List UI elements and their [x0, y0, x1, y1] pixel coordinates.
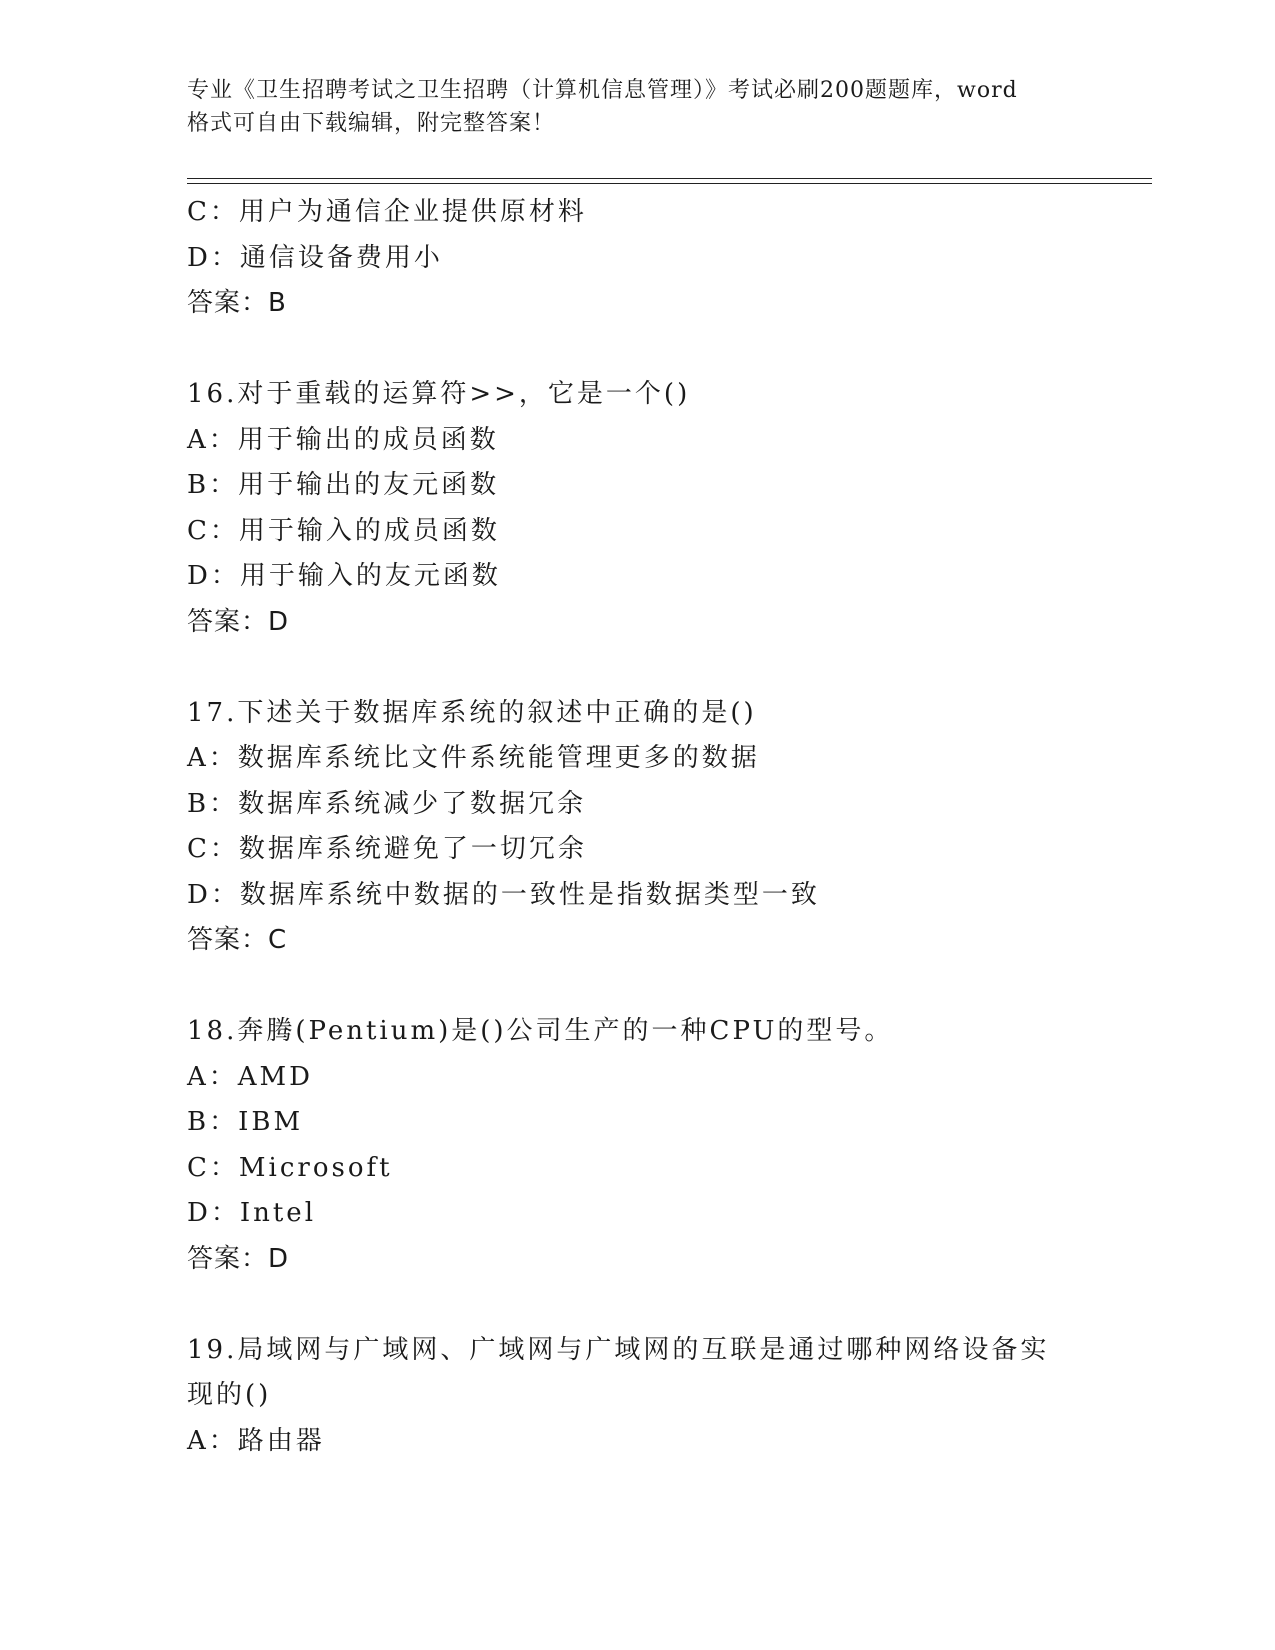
option-d: D：Intel	[187, 1198, 317, 1228]
option-a: A：数据库系统比文件系统能管理更多的数据	[187, 743, 760, 773]
spacer	[187, 645, 1087, 691]
option-d: D：通信设备费用小	[187, 242, 443, 273]
spacer	[187, 964, 1087, 1010]
header-divider-bottom	[187, 183, 1152, 184]
option-a: A：AMD	[187, 1061, 314, 1092]
spacer	[187, 327, 1087, 373]
option-c: C：数据库系统避免了一切冗余	[187, 834, 587, 864]
option-c: C：用户为通信企业提供原材料	[187, 197, 587, 227]
option-c: C：Microsoft	[187, 1152, 393, 1183]
question-17	[187, 691, 1087, 964]
question-list	[187, 190, 1087, 1464]
header-title-line-2: 格式可自由下载编辑，附完整答案！	[187, 111, 556, 136]
answer-line: 答案：B	[187, 288, 287, 318]
option-b: B：数据库系统减少了数据冗余	[187, 788, 587, 819]
document-header	[187, 74, 1087, 140]
answer-line: 答案：C	[187, 925, 288, 955]
question-18	[187, 1009, 1087, 1282]
option-b: B：IBM	[187, 1107, 304, 1137]
question-15-tail	[187, 190, 1087, 327]
answer-line: 答案：D	[187, 1243, 290, 1274]
spacer	[187, 1282, 1087, 1328]
option-a: A：用于输出的成员函数	[187, 424, 499, 455]
option-b: B：用于输出的友元函数	[187, 470, 500, 500]
option-d: D：用于输入的友元函数	[187, 561, 501, 591]
question-stem: 17.下述关于数据库系统的叙述中正确的是()	[187, 697, 757, 728]
header-title-line-1: 专业《卫生招聘考试之卫生招聘（计算机信息管理）》考试必刷200题题库，word	[187, 78, 1018, 103]
header-divider-top	[187, 178, 1152, 179]
question-16	[187, 372, 1087, 645]
question-stem: 19.局域网与广域网、广域网与广域网的互联是通过哪种网络设备实现的()	[187, 1334, 1050, 1410]
answer-line: 答案：D	[187, 606, 290, 637]
question-19	[187, 1328, 1087, 1465]
option-c: C：用于输入的成员函数	[187, 515, 500, 546]
option-a: A：路由器	[187, 1425, 325, 1456]
option-d: D：数据库系统中数据的一致性是指数据类型一致	[187, 879, 820, 910]
question-stem: 18.奔腾(Pentium)是()公司生产的一种CPU的型号。	[187, 1016, 894, 1046]
question-stem: 16.对于重载的运算符>>，它是一个()	[187, 379, 691, 409]
